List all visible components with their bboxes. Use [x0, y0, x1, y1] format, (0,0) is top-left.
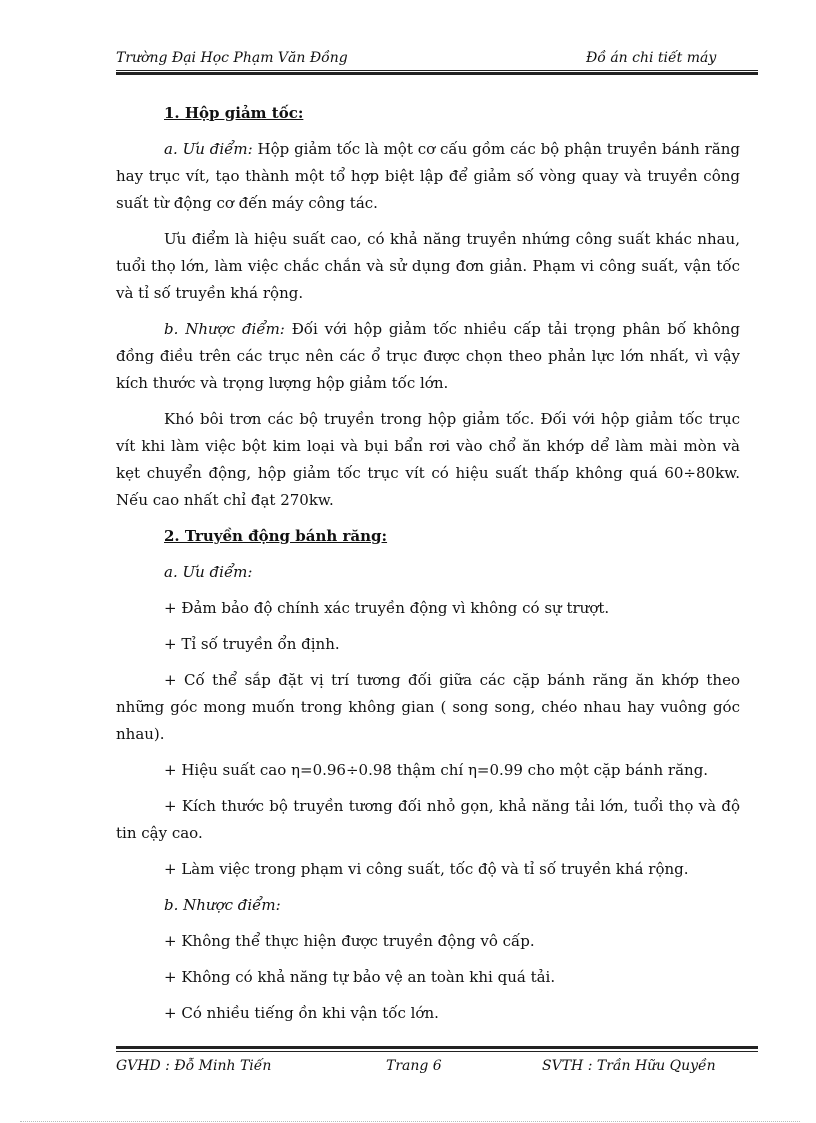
list-item: + Không có khả năng tự bảo vệ an toàn khi quá tải. [164, 968, 556, 986]
document-body [116, 100, 740, 1036]
dis-label: b. Nhược điểm: [164, 320, 285, 338]
header-school: Trường Đại Học Phạm Văn Đồng [116, 50, 348, 66]
list-item: + Kích thước bộ truyền tương đối nhỏ gọn, khả năng tải lớn, tuổi thọ và độ tin cậy cao. [116, 797, 740, 842]
section-1-adv-paragraph-2: Ưu điểm là hiệu suất cao, có khả năng truyền nhứng công suất khác nhau, tuổi thọ lớn, làm việc chắc chắn và sử dụng đơn giản. Phạm vi công suất, vận tốc và tỉ số truyền khá rộng. [116, 230, 740, 302]
section-2-heading: 2. Truyền động bánh răng: [164, 527, 388, 545]
page-edge-divider [20, 1121, 800, 1122]
header-rule-thick [116, 72, 758, 75]
header-rule-thin [116, 70, 758, 71]
list-item: + Không thể thực hiện được truyền động vô cấp. [164, 932, 535, 950]
section-1-dis-paragraph: b. Nhược điểm: Đối với hộp giảm tốc nhiều cấp tải trọng phân bố không đồng điều trên các trục nên các ổ trục được chọn theo phản lực lớn nhất, vì vậy kích thước và trọng lượng hộp giảm tốc lớn. [116, 320, 740, 392]
list-item: + Hiệu suất cao η=0.96÷0.98 thậm chí η=0.99 cho một cặp bánh răng. [164, 761, 709, 779]
footer-rule-thin [116, 1051, 758, 1052]
section-2-dis-label: b. Nhược điểm: [164, 896, 281, 914]
list-item: + Làm việc trong phạm vi công suất, tốc độ và tỉ số truyền khá rộng. [164, 860, 689, 878]
section-1-heading: 1. Hộp giảm tốc: [164, 104, 304, 122]
list-item: + Tỉ số truyền ổn định. [164, 635, 340, 653]
list-item: + Cố thể sắp đặt vị trí tương đối giữa các cặp bánh răng ăn khớp theo những góc mong muốn trong không gian ( song song, chéo nhau hay vuông góc nhau). [116, 671, 740, 743]
footer-student: SVTH : Trần Hữu Quyền [542, 1058, 716, 1074]
page-footer [116, 1058, 756, 1078]
list-item: + Có nhiều tiếng ồn khi vận tốc lớn. [164, 1004, 439, 1022]
footer-rule-thick [116, 1046, 758, 1049]
list-item: + Đảm bảo độ chính xác truyền động vì không có sự trượt. [164, 599, 610, 617]
page-header [116, 50, 756, 70]
section-2-adv-label: a. Ưu điểm: [164, 563, 253, 581]
section-1-dis-paragraph-2: Khó bôi trơn các bộ truyền trong hộp giảm tốc. Đối với hộp giảm tốc trục vít khi làm việc bột kim loại và bụi bẩn rơi vào chổ ăn khớp dể làm mài mòn và kẹt chuyển động, hộp giảm tốc trục vít có hiệu suất thấp không quá 60÷80kw. Nếu cao nhất chỉ đạt 270kw. [116, 410, 740, 509]
adv-label: a. Ưu điểm: [164, 140, 253, 158]
header-project: Đồ án chi tiết máy [586, 50, 717, 66]
section-1-adv-paragraph: a. Ưu điểm: Hộp giảm tốc là một cơ cấu gồm các bộ phận truyền bánh răng hay trục vít, tạo thành một tổ hợp biệt lập để giảm số vòng quay và truyền công suất từ động cơ đến máy công tác. [116, 140, 740, 212]
footer-advisor: GVHD : Đỗ Minh Tiến [116, 1058, 272, 1074]
footer-page-number: Trang 6 [386, 1058, 442, 1074]
